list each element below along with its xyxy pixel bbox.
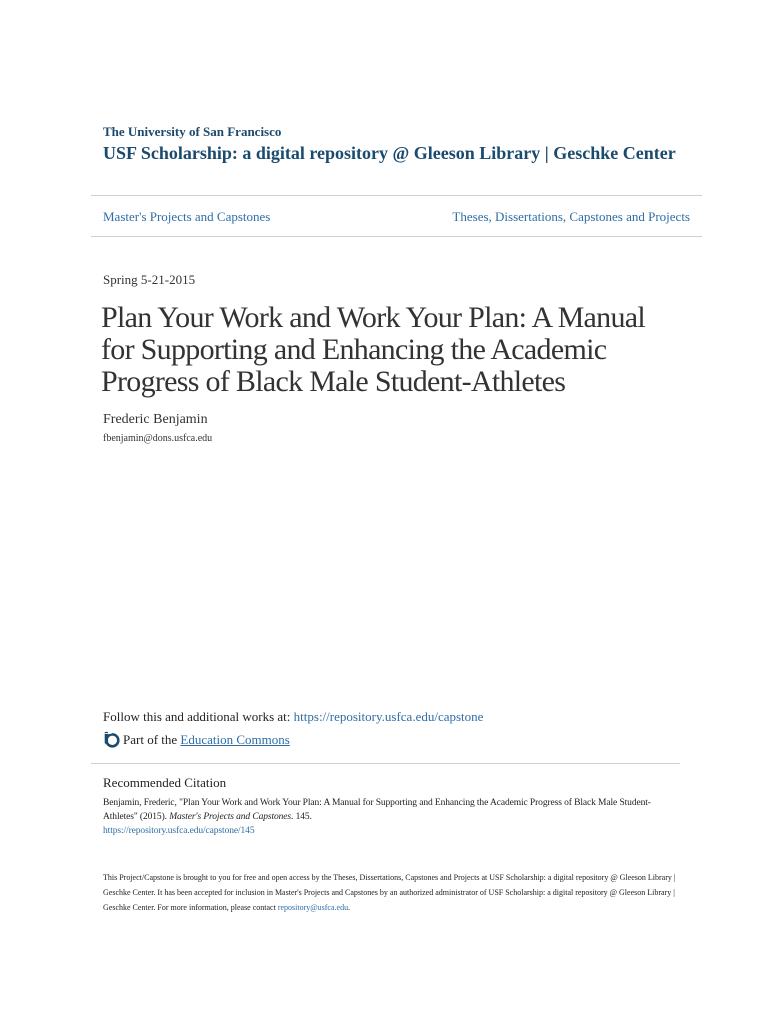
citation-heading: Recommended Citation: [103, 775, 227, 790]
education-commons-link[interactable]: Education Commons: [180, 731, 290, 747]
citation-url-link[interactable]: https://repository.usfca.edu/capstone/145: [103, 826, 255, 836]
publication-date: Spring 5-21-2015: [103, 272, 196, 287]
divider-citation: [91, 763, 680, 764]
citation-block: [103, 796, 683, 838]
part-of-prefix: Part of the: [123, 731, 178, 747]
citation-number: . 145.: [291, 812, 312, 822]
contact-email-link[interactable]: repository@usfca.edu: [277, 903, 349, 912]
bepress-logo-icon: [103, 731, 120, 748]
collection-link-masters[interactable]: Master's Projects and Capstones: [103, 209, 271, 224]
part-of-line: [103, 731, 290, 748]
follow-line: [103, 709, 483, 725]
collection-link-theses[interactable]: Theses, Dissertations, Capstones and Projects: [452, 209, 690, 224]
notice-end: .: [348, 903, 351, 912]
paper-title: Plan Your Work and Work Your Plan: A Manual for Supporting and Enhancing the Academic Progress of Black Male Student-Athletes: [101, 301, 646, 398]
institution-name: The University of San Francisco: [103, 124, 282, 139]
follow-prefix: Follow this and additional works at:: [103, 709, 291, 724]
repository-title[interactable]: USF Scholarship: a digital repository @ Gleeson Library | Geschke Center: [103, 143, 676, 163]
citation-text: Benjamin, Frederic, "Plan Your Work and Work Your Plan: A Manual for Supporting and Enhancing the Academic Progress of Black Male Student-Athletes" (2015).: [103, 798, 651, 822]
divider-top: [91, 195, 702, 196]
notice-text: This Project/Capstone is brought to you for free and open access by the Theses, Dissertations, Capstones and Projects at USF Scholarship: a digital repository @ Gleeson Library | Geschke Center. It has been accepted for inclusion in Master's Projects and Capstones by an authorized administrator of USF Scholarship: a digital repository @ Gleeson Library | Geschke Center. For more information, please contact: [103, 873, 676, 912]
access-notice: [103, 870, 683, 915]
author-name: Frederic Benjamin: [103, 412, 208, 427]
divider-collections: [91, 236, 702, 237]
citation-series: Master's Projects and Capstones: [169, 812, 292, 822]
follow-url-link[interactable]: https://repository.usfca.edu/capstone: [293, 709, 484, 724]
author-email: fbenjamin@dons.usfca.edu: [103, 433, 213, 444]
